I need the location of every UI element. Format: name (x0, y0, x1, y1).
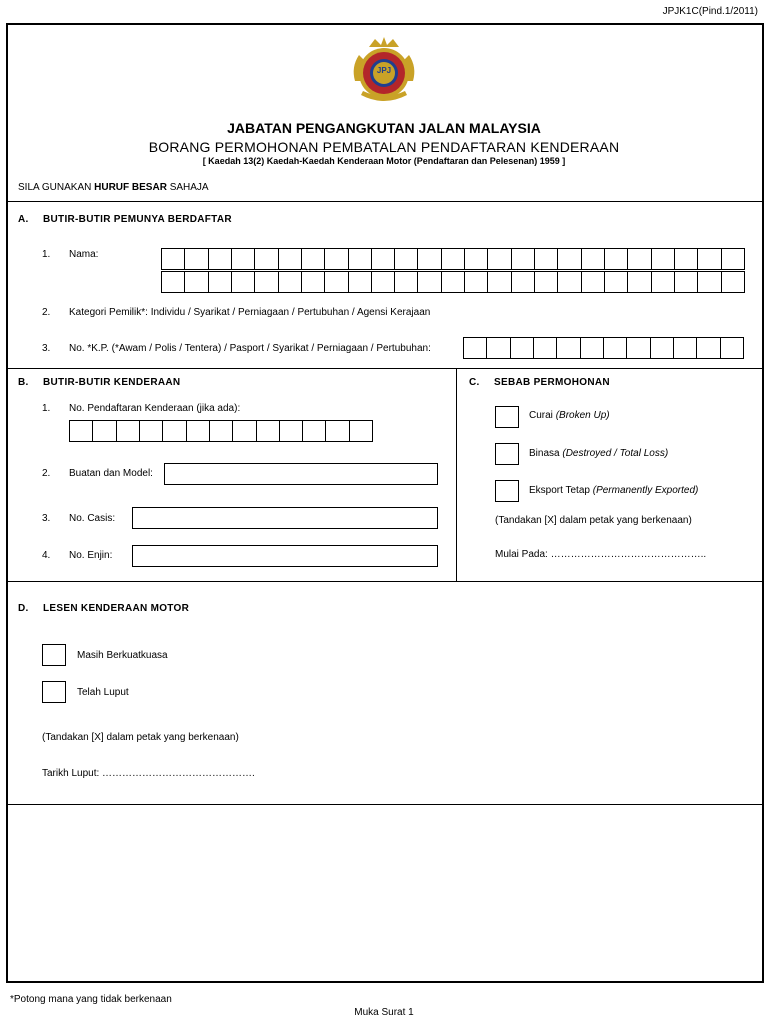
character-cell[interactable] (675, 249, 698, 269)
character-cell[interactable] (280, 421, 303, 441)
character-cell[interactable] (511, 338, 534, 358)
character-cell[interactable] (605, 272, 628, 292)
instruction-emphasis: HURUF BESAR (94, 182, 167, 193)
character-cell[interactable] (302, 272, 325, 292)
kategori-pemilik-label: Kategori Pemilik*: Individu / Syarikat / Perniagaan / Pertubuhan / Agensi Kerajaan (69, 307, 431, 318)
section-c-title: SEBAB PERMOHONAN (494, 377, 610, 388)
chassis-number-input[interactable] (132, 507, 438, 529)
engine-number-input[interactable] (132, 545, 438, 567)
registration-number-input[interactable] (69, 420, 373, 442)
item-number: 1. (42, 249, 51, 260)
character-cell[interactable] (652, 249, 675, 269)
character-cell[interactable] (627, 338, 650, 358)
character-cell[interactable] (372, 272, 395, 292)
nama-input-row-1[interactable] (161, 248, 745, 270)
character-cell[interactable] (303, 421, 326, 441)
character-cell[interactable] (418, 249, 441, 269)
section-b-title: BUTIR-BUTIR KENDERAAN (43, 377, 181, 388)
character-cell[interactable] (675, 272, 698, 292)
character-cell[interactable] (117, 421, 140, 441)
instruction: SILA GUNAKAN HURUF BESAR SAHAJA (18, 182, 209, 193)
character-cell[interactable] (652, 272, 675, 292)
character-cell[interactable] (93, 421, 116, 441)
telah-luput-checkbox[interactable] (42, 681, 66, 703)
character-cell[interactable] (209, 272, 232, 292)
character-cell[interactable] (722, 249, 744, 269)
character-cell[interactable] (185, 249, 208, 269)
character-cell[interactable] (558, 249, 581, 269)
item-number: 1. (42, 403, 51, 414)
curai-checkbox[interactable] (495, 406, 519, 428)
character-cell[interactable] (558, 272, 581, 292)
regulation-reference: [ Kaedah 13(2) Kaedah-Kaedah Kenderaan Motor (Pendaftaran dan Pelesenan) 1959 ] (202, 156, 566, 166)
section-c-note: (Tandakan [X] dalam petak yang berkenaan) (495, 515, 692, 526)
section-d-letter: D. (18, 603, 29, 614)
character-cell[interactable] (232, 272, 255, 292)
section-a-letter: A. (18, 214, 29, 225)
page-number: Muka Surat 1 (354, 1007, 414, 1018)
character-cell[interactable] (535, 272, 558, 292)
character-cell[interactable] (349, 272, 372, 292)
character-cell[interactable] (255, 272, 278, 292)
character-cell[interactable] (697, 338, 720, 358)
section-b-letter: B. (18, 377, 29, 388)
character-cell[interactable] (721, 338, 743, 358)
section-d-title: LESEN KENDERAAN MOTOR (43, 603, 190, 614)
character-cell[interactable] (325, 249, 348, 269)
section-c-letter: C. (469, 377, 480, 388)
character-cell[interactable] (698, 249, 721, 269)
character-cell[interactable] (350, 421, 372, 441)
jpj-crest-icon (347, 37, 421, 107)
telah-luput-label: Telah Luput (77, 687, 129, 698)
nama-input-row-2[interactable] (161, 271, 745, 293)
character-cell[interactable] (604, 338, 627, 358)
nama-label: Nama: (69, 249, 99, 260)
id-number-label: No. *K.P. (*Awam / Polis / Tentera) / Pasport / Syarikat / Perniagaan / Pertubuhan: (69, 343, 431, 354)
character-cell[interactable] (395, 249, 418, 269)
character-cell[interactable] (581, 338, 604, 358)
binasa-checkbox[interactable] (495, 443, 519, 465)
character-cell[interactable] (582, 249, 605, 269)
character-cell[interactable] (326, 421, 349, 441)
character-cell[interactable] (674, 338, 697, 358)
masih-berkuatkuasa-checkbox[interactable] (42, 644, 66, 666)
character-cell[interactable] (302, 249, 325, 269)
character-cell[interactable] (372, 249, 395, 269)
effective-date-field[interactable]: Mulai Pada: ……………………………………….. (495, 549, 707, 560)
binasa-label: Binasa (Destroyed / Total Loss) (529, 448, 669, 459)
character-cell[interactable] (163, 421, 186, 441)
character-cell[interactable] (512, 249, 535, 269)
character-cell[interactable] (349, 249, 372, 269)
character-cell[interactable] (582, 272, 605, 292)
character-cell[interactable] (605, 249, 628, 269)
character-cell[interactable] (442, 249, 465, 269)
eksport-tetap-label: Eksport Tetap (Permanently Exported) (529, 485, 699, 496)
character-cell[interactable] (628, 249, 651, 269)
character-cell[interactable] (233, 421, 256, 441)
character-cell[interactable] (279, 249, 302, 269)
character-cell[interactable] (70, 421, 93, 441)
make-model-label: Buatan dan Model: (69, 468, 153, 479)
character-cell[interactable] (210, 421, 233, 441)
divider (7, 804, 763, 805)
character-cell[interactable] (722, 272, 744, 292)
character-cell[interactable] (279, 272, 302, 292)
character-cell[interactable] (698, 272, 721, 292)
character-cell[interactable] (257, 421, 280, 441)
curai-label: Curai (Broken Up) (529, 410, 610, 421)
character-cell[interactable] (557, 338, 580, 358)
item-number: 4. (42, 550, 51, 561)
divider (7, 368, 763, 369)
character-cell[interactable] (488, 249, 511, 269)
divider-vertical (456, 368, 457, 581)
character-cell[interactable] (395, 272, 418, 292)
character-cell[interactable] (185, 272, 208, 292)
registration-number-label: No. Pendaftaran Kenderaan (jika ada): (69, 403, 241, 414)
eksport-tetap-checkbox[interactable] (495, 480, 519, 502)
chassis-number-label: No. Casis: (69, 513, 116, 524)
engine-number-label: No. Enjin: (69, 550, 113, 561)
character-cell[interactable] (187, 421, 210, 441)
character-cell[interactable] (232, 249, 255, 269)
form-frame (6, 23, 764, 983)
logo-text: JPJ (376, 66, 392, 75)
character-cell[interactable] (512, 272, 535, 292)
character-cell[interactable] (535, 249, 558, 269)
item-number: 3. (42, 513, 51, 524)
page-title: JABATAN PENGANGKUTAN JALAN MALAYSIA (227, 120, 541, 136)
character-cell[interactable] (534, 338, 557, 358)
character-cell[interactable] (140, 421, 163, 441)
character-cell[interactable] (465, 249, 488, 269)
character-cell[interactable] (418, 272, 441, 292)
item-number: 2. (42, 307, 51, 318)
expiry-date-field[interactable]: Tarikh Luput: ………………………………………. (42, 768, 255, 779)
character-cell[interactable] (325, 272, 348, 292)
section-d-note: (Tandakan [X] dalam petak yang berkenaan) (42, 732, 239, 743)
item-number: 2. (42, 468, 51, 479)
id-number-input[interactable] (463, 337, 744, 359)
divider (7, 201, 763, 202)
character-cell[interactable] (162, 249, 185, 269)
character-cell[interactable] (628, 272, 651, 292)
footer-note: *Potong mana yang tidak berkenaan (10, 994, 172, 1005)
character-cell[interactable] (442, 272, 465, 292)
character-cell[interactable] (255, 249, 278, 269)
character-cell[interactable] (488, 272, 511, 292)
item-number: 3. (42, 343, 51, 354)
character-cell[interactable] (487, 338, 510, 358)
character-cell[interactable] (465, 272, 488, 292)
section-a-title: BUTIR-BUTIR PEMUNYA BERDAFTAR (43, 214, 232, 225)
character-cell[interactable] (209, 249, 232, 269)
form-code: JPJK1C(Pind.1/2011) (662, 6, 758, 17)
divider (7, 581, 763, 582)
character-cell[interactable] (464, 338, 487, 358)
character-cell[interactable] (162, 272, 185, 292)
make-model-input[interactable] (164, 463, 438, 485)
masih-berkuatkuasa-label: Masih Berkuatkuasa (77, 650, 168, 661)
character-cell[interactable] (651, 338, 674, 358)
form-subtitle: BORANG PERMOHONAN PEMBATALAN PENDAFTARAN KENDERAAN (148, 139, 620, 155)
